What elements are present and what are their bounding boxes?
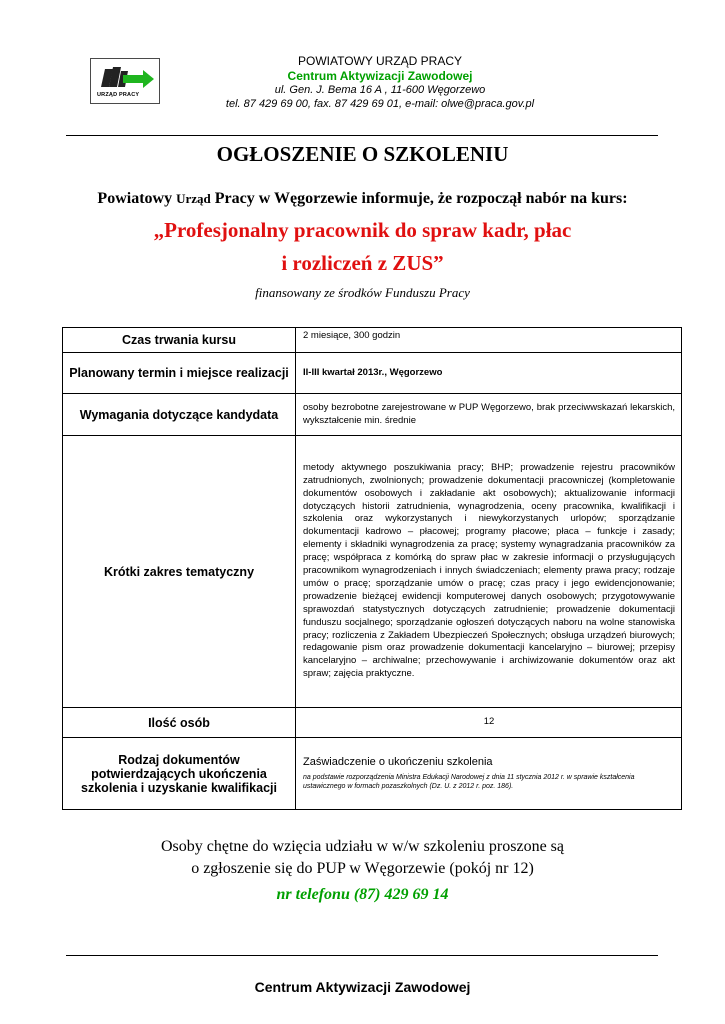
office-name: POWIATOWY URZĄD PRACY (297, 54, 462, 68)
page-title: OGŁOSZENIE O SZKOLENIU (216, 142, 509, 166)
documents-cell (296, 738, 682, 810)
participants-label: Ilość osób (63, 708, 296, 738)
documents-value: Zaświadczenie o ukończeniu szkolenia (303, 755, 493, 768)
intro-text: Powiatowy Urząd Pracy w Węgorzewie informuje, że rozpoczął nabór na kurs: (97, 190, 628, 207)
schedule-label: Planowany termin i miejsce realizacji (63, 353, 296, 394)
schedule-value: II-III kwartał 2013r., Węgorzewo (296, 353, 682, 394)
table-row (63, 353, 682, 394)
table-row (63, 328, 682, 353)
table-row (63, 708, 682, 738)
scope-value: metody aktywnego poszukiwania pracy; BHP; prowadzenie rejestru pracowników zatrudnionych, zwolnionych; prowadzenie dokumentacji pracowniczej (kompletowanie dokumentów osobowych i zakładanie akt osobowych); aktualizowanie informacji dotyczących historii zatrudnienia, wynagrodzenia, oceny pracownika, kwalifikacji i szkolenia oraz wykorzystanych i niewykorzystanych urlopów; sporządzanie dokumentacji kadrowo – płacowej; programy płacowe; płaca – funkcje i zasady; elementy i składniki wynagrodzenia za pracę; systemy wynagradzania pracowników za pracę; współpraca z komórką do spraw płac w zakresie informacji o przysługujących pracownikom wynagrodzeniach i innych świadczeniach; elementy prawa pracy; rodzaje umów o pracę; sporządzanie umów o pracę; czas pracy i jego ewidencjonowanie; prowadzenie bieżącej ewidencji komputerowej danych osobowych; przygotowywanie sprawozdań statystycznych dotyczących zatrudnienie; prowadzenie dokumentacji funduszu socjalnego; sporządzanie ogłoszeń dotyczących naboru na wolne stanowiska pracy; rozliczenia z Zakładem Ubezpieczeń Społecznych; obsługa urządzeń biurowych; redagowanie pism oraz prowadzenie dokumentacji kancelaryjno – biurowej; przepisy kancelaryjno – archiwalne; przechowywanie i archiwizowanie dokumentów oraz akt spraw; zajęcia praktyczne. (296, 436, 682, 708)
course-info-table (62, 327, 682, 810)
footer-line2: o zgłoszenie się do PUP w Węgorzewie (pokój nr 12) (191, 860, 534, 877)
contact-info: tel. 87 429 69 00, fax. 87 429 69 01, e-mail: olwe@praca.gov.pl (225, 98, 535, 110)
table-row (63, 738, 682, 810)
table-row (63, 394, 682, 436)
duration-label: Czas trwania kursu (63, 328, 296, 353)
scope-label: Krótki zakres tematyczny (63, 436, 296, 708)
documents-label: Rodzaj dokumentów potwierdzających ukończenia szkolenia i uzyskanie kwalifikacji (63, 738, 296, 810)
logo-text: URZĄD PRACY (97, 92, 140, 98)
course-name-line2: i rozliczeń z ZUS” (281, 251, 444, 275)
course-name-line1: „Profesjonalny pracownik do spraw kadr, płac (153, 218, 572, 242)
footer-center-name: Centrum Aktywizacji Zawodowej (254, 979, 471, 995)
phone-number: nr telefonu (87) 429 69 14 (276, 886, 449, 903)
requirements-label: Wymagania dotyczące kandydata (63, 394, 296, 436)
participants-value: 12 (296, 708, 682, 738)
center-name: Centrum Aktywizacji Zawodowej (287, 69, 473, 83)
footer-divider (66, 955, 658, 956)
footer-line1: Osoby chętne do wzięcia udziału w w/w szkoleniu proszone są (161, 838, 564, 855)
address: ul. Gen. J. Bema 16 A , 11-600 Węgorzewo (274, 84, 486, 96)
funding-note: finansowany ze środków Funduszu Pracy (255, 285, 470, 300)
documents-legal-note: na podstawie rozporządzenia Ministra Edukacji Narodowej z dnia 11 stycznia 2012 r. w sprawie kształcenia ustawicznego w formach pozaszkolnych (Dz. U. z 2012 r. poz. 186). (303, 773, 635, 791)
duration-value: 2 miesiące, 300 godzin (296, 328, 682, 353)
table-row (63, 436, 682, 708)
requirements-value: osoby bezrobotne zarejestrowane w PUP Węgorzewo, brak przeciwwskazań lekarskich, wykształcenie min. średnie (296, 394, 682, 436)
header-divider (66, 135, 658, 136)
logo (90, 58, 160, 104)
